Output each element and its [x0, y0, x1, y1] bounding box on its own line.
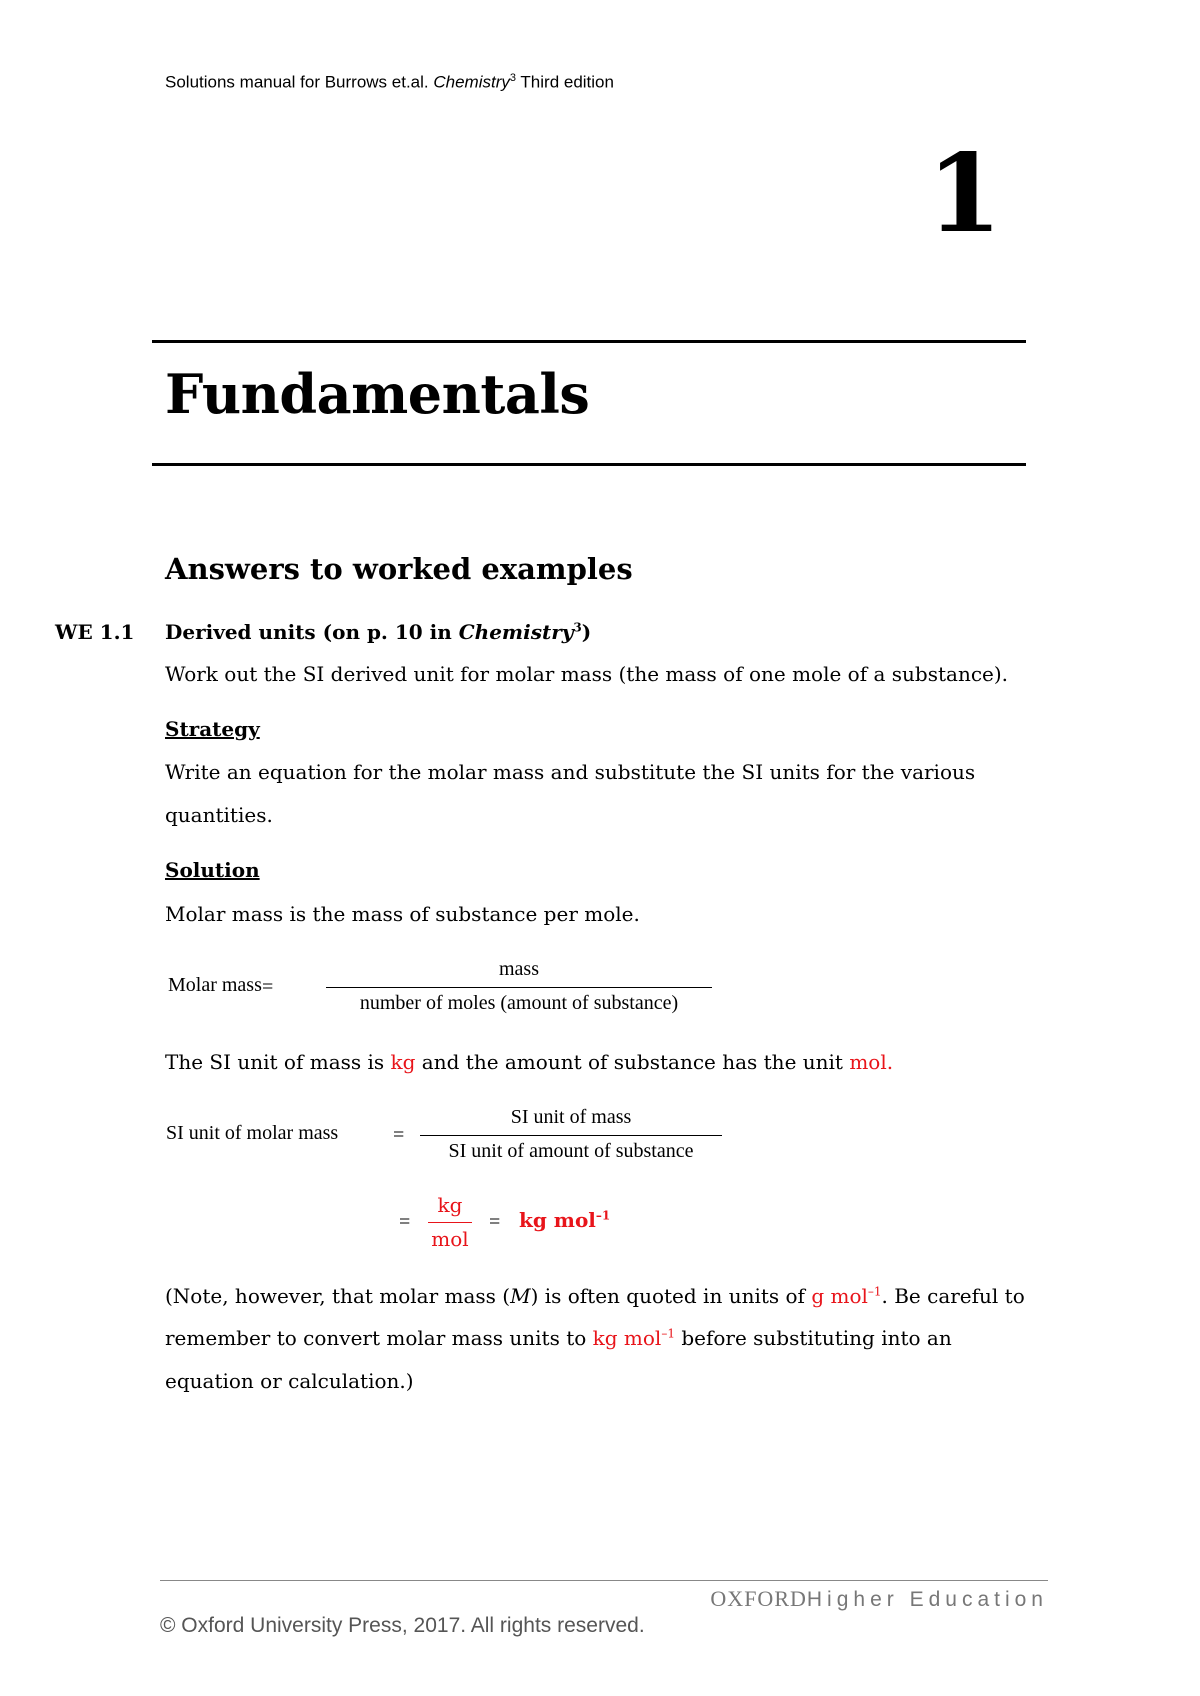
- equation2-equals: =: [393, 1124, 405, 1146]
- strategy-text-line2: quantities.: [165, 803, 273, 827]
- equation1-denominator: number of moles (amount of substance): [359, 992, 679, 1014]
- equation3-numerator: kg: [437, 1193, 463, 1217]
- title-rule-top: [152, 340, 1026, 343]
- equation1-fraction-bar: [326, 987, 712, 988]
- title-rule-bottom: [152, 463, 1026, 466]
- note-line2: remember to convert molar mass units to kg mol$^{-1}$ before substituting into an: [165, 1326, 952, 1350]
- footer-rule: [160, 1580, 1048, 1581]
- equation1-equals: =: [262, 976, 274, 998]
- equation2-numerator: SI unit of mass: [510, 1106, 632, 1128]
- header-superscript: 3: [509, 72, 516, 84]
- chapter-number: 1: [926, 131, 1002, 257]
- equation2-fraction-bar: [420, 1135, 722, 1136]
- equation2-lhs: SI unit of molar mass: [166, 1122, 339, 1144]
- worked-example-question: Work out the SI derived unit for molar mass (the mass of one mole of a substance).: [165, 662, 1009, 686]
- equation2-denominator: SI unit of amount of substance: [448, 1140, 694, 1162]
- copyright-notice: © Oxford University Press, 2017. All rights reserved.: [160, 1614, 645, 1637]
- equation1-lhs: Molar mass: [168, 974, 262, 996]
- equation3-result: kg mol$^{-1}$: [519, 1208, 611, 1232]
- equation3-equals-2: =: [489, 1211, 501, 1233]
- header-text: Solutions manual for Burrows et.al.: [165, 72, 434, 92]
- note-line1: (Note, however, that molar mass (M) is often quoted in units of g mol$^{-1}$. Be careful to: [165, 1284, 1025, 1308]
- worked-example-label: WE 1.1: [55, 620, 135, 644]
- equation3-equals-1: =: [399, 1211, 411, 1233]
- solution-text-line1: Molar mass is the mass of substance per mole.: [165, 902, 640, 926]
- equation1-numerator: mass: [499, 958, 539, 980]
- note-line3: equation or calculation.): [165, 1369, 414, 1393]
- strategy-text-line1: Write an equation for the molar mass and substitute the SI units for the various: [165, 760, 976, 784]
- section-heading: Answers to worked examples: [165, 552, 633, 586]
- si-unit-sentence: The SI unit of mass is kg and the amount of substance has the unit mol.: [165, 1050, 894, 1074]
- equation3-fraction-bar: [428, 1222, 472, 1223]
- solution-heading: Solution: [165, 858, 260, 882]
- oxford-logo: OXFORDHigher Education: [710, 1586, 1048, 1611]
- equation3-denominator: mol: [431, 1227, 469, 1251]
- kg-unit: kg: [390, 1050, 416, 1074]
- header-book-title: Chemistry: [433, 72, 510, 92]
- worked-example-title: Derived units (on p. 10 in Chemistry$^3$): [165, 620, 592, 644]
- header-edition: Third edition: [516, 72, 614, 92]
- chapter-title: Fundamentals: [165, 362, 590, 426]
- running-header: [165, 72, 614, 93]
- strategy-heading: Strategy: [165, 717, 260, 741]
- mol-unit: mol.: [849, 1050, 894, 1074]
